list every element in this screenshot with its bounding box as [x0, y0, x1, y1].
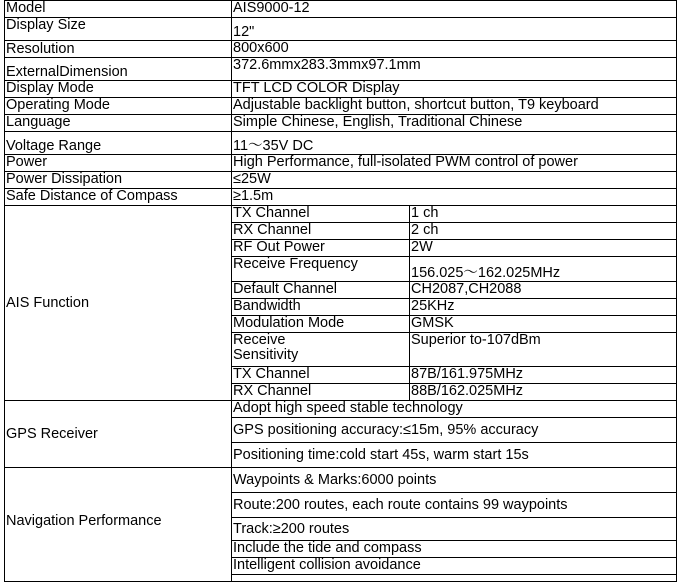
- row-language: [5, 115, 677, 132]
- row-operating-mode: [5, 98, 677, 115]
- row-compass: [5, 189, 677, 206]
- nav-item: Include the tide and compass: [232, 541, 677, 558]
- row-display-mode: [5, 81, 677, 98]
- ais-item-value: CH2087,CH2088: [410, 282, 677, 299]
- ais-item-name: RX Channel: [232, 223, 410, 240]
- ais-item-name: TX Channel: [232, 206, 410, 223]
- nav-trailing-cell: [5, 575, 232, 582]
- nav-trailing-cell: [232, 575, 677, 582]
- row-display-size: [5, 18, 677, 41]
- gps-item: Positioning time:cold start 45s, warm start 15s: [232, 443, 677, 468]
- nav-trailing-row: [5, 575, 677, 582]
- value-voltage: 11～35V DC: [232, 132, 677, 155]
- gps-label: GPS Receiver: [5, 401, 232, 468]
- nav-item: Intelligent collision avoidance: [232, 558, 677, 575]
- value-power: High Performance, full-isolated PWM control of power: [232, 155, 677, 172]
- ais-item-name: RX Channel: [232, 384, 410, 401]
- label-power-dissipation: Power Dissipation: [5, 172, 232, 189]
- ais-item-value: Superior to-107dBm: [410, 333, 677, 367]
- label-model: Model: [5, 1, 232, 18]
- label-operating-mode: Operating Mode: [5, 98, 232, 115]
- nav-label: Navigation Performance: [5, 468, 232, 575]
- ais-item-name-line1: Receive: [233, 332, 286, 348]
- value-power-dissipation: ≤25W: [232, 172, 677, 189]
- ais-item-value: 87B/161.975MHz: [410, 367, 677, 384]
- ais-item-value: 1 ch: [410, 206, 677, 223]
- ais-item-name: Receive Frequency: [232, 257, 410, 282]
- ais-item-name-line2: Sensitivity: [233, 347, 299, 363]
- label-display-mode: Display Mode: [5, 81, 232, 98]
- value-model: AIS9000-12: [232, 1, 677, 18]
- label-language: Language: [5, 115, 232, 132]
- row-power-dissipation: [5, 172, 677, 189]
- value-display-mode: TFT LCD COLOR Display: [232, 81, 677, 98]
- ais-item-value: 156.025～162.025MHz: [410, 257, 677, 282]
- ais-item-name: Bandwidth: [232, 299, 410, 316]
- label-compass: Safe Distance of Compass: [5, 189, 232, 206]
- label-resolution: Resolution: [5, 41, 232, 58]
- ais-item-name: RF Out Power: [232, 240, 410, 257]
- ais-item-value: 25KHz: [410, 299, 677, 316]
- nav-item: Waypoints & Marks:6000 points: [232, 468, 677, 493]
- ais-label: AIS Function: [5, 206, 232, 401]
- ais-item-name: TX Channel: [232, 367, 410, 384]
- label-power: Power: [5, 155, 232, 172]
- label-voltage: Voltage Range: [5, 132, 232, 155]
- row-dimension: [5, 58, 677, 81]
- ais-item-value: 2W: [410, 240, 677, 257]
- value-operating-mode: Adjustable backlight button, shortcut button, T9 keyboard: [232, 98, 677, 115]
- value-dimension: 372.6mmx283.3mmx97.1mm: [232, 58, 677, 81]
- gps-row: [5, 401, 677, 418]
- gps-item: GPS positioning accuracy:≤15m, 95% accuracy: [232, 418, 677, 443]
- value-compass: ≥1.5m: [232, 189, 677, 206]
- ais-item-value: 88B/162.025MHz: [410, 384, 677, 401]
- row-voltage: [5, 132, 677, 155]
- nav-item: Track:≥200 routes: [232, 518, 677, 541]
- value-resolution: 800x600: [232, 41, 677, 58]
- ais-item-name: Default Channel: [232, 282, 410, 299]
- value-language: Simple Chinese, English, Traditional Chinese: [232, 115, 677, 132]
- row-model: [5, 1, 677, 18]
- ais-item-name: [232, 333, 410, 367]
- label-dimension: ExternalDimension: [5, 58, 232, 81]
- spec-table: [4, 0, 677, 582]
- row-power: [5, 155, 677, 172]
- ais-item-name: Modulation Mode: [232, 316, 410, 333]
- label-display-size: Display Size: [5, 18, 232, 41]
- ais-row: [5, 206, 677, 223]
- nav-row: [5, 468, 677, 493]
- gps-item: Adopt high speed stable technology: [232, 401, 677, 418]
- value-display-size: 12": [232, 18, 677, 41]
- row-resolution: [5, 41, 677, 58]
- ais-item-value: GMSK: [410, 316, 677, 333]
- ais-item-value: 2 ch: [410, 223, 677, 240]
- nav-item: Route:200 routes, each route contains 99 waypoints: [232, 493, 677, 518]
